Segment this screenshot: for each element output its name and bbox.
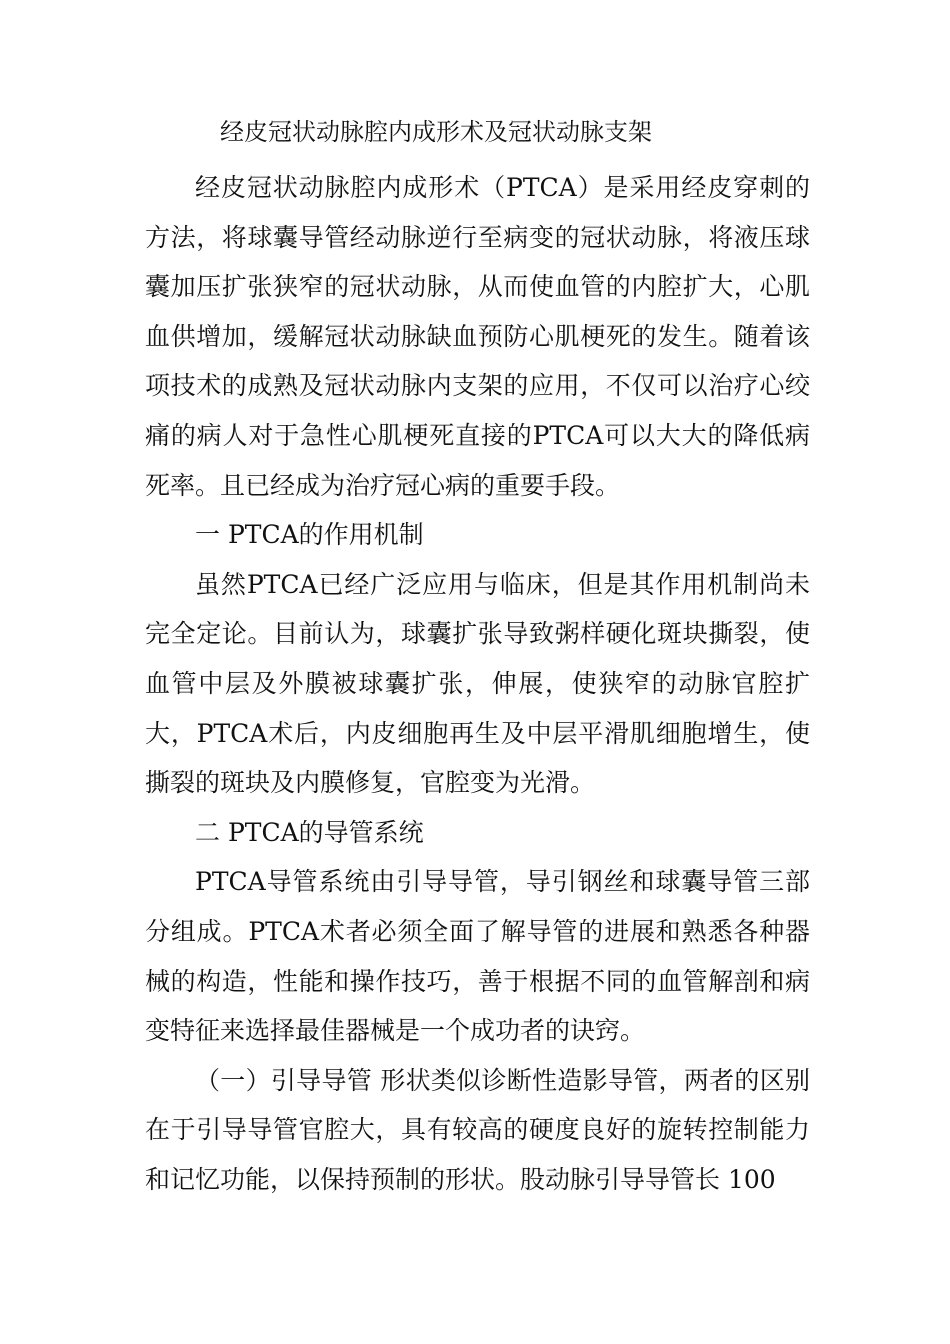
section-heading-1: 一 PTCA的作用机制 [195, 520, 424, 550]
document-title: 经皮冠状动脉腔内成形术及冠状动脉支架 [220, 118, 652, 146]
document-body [145, 163, 810, 1204]
paragraph-intro: 经皮冠状动脉腔内成形术（PTCA）是采用经皮穿刺的方法，将球囊导管经动脉逆行至病变的冠状动脉，将液压球囊加压扩张狭窄的冠状动脉，从而使血管的内腔扩大，心肌血供增加，缓解冠状动脉缺血预防心肌梗死的发生。随着该项技术的成熟及冠状动脉内支架的应用，不仅可以治疗心绞痛的病人对于急性心肌梗死直接的PTCA可以大大的降低病死率。且已经成为治疗冠心病的重要手段。 [145, 173, 810, 500]
paragraph-catheter-system: PTCA导管系统由引导导管，导引钢丝和球囊导管三部分组成。PTCA术者必须全面了解导管的进展和熟悉各种器械的构造，性能和操作技巧，善于根据不同的血管解剖和病变特征来选择最佳器械是一个成功者的诀窍。 [145, 867, 810, 1046]
paragraph-mechanism: 虽然PTCA已经广泛应用与临床，但是其作用机制尚未完全定论。目前认为，球囊扩张导致粥样硬化斑块撕裂，使血管中层及外膜被球囊扩张，伸展，使狭窄的动脉官腔扩大，PTCA术后，内皮细胞再生及中层平滑肌细胞增生，使撕裂的斑块及内膜修复，官腔变为光滑。 [145, 569, 810, 798]
section-heading-2: 二 PTCA的导管系统 [195, 817, 424, 847]
paragraph-guiding-catheter: （一）引导导管 形状类似诊断性造影导管，两者的区别在于引导导管官腔大，具有较高的硬度良好的旋转控制能力和记忆功能，以保持预制的形状。股动脉引导导管长 100 [145, 1065, 810, 1194]
